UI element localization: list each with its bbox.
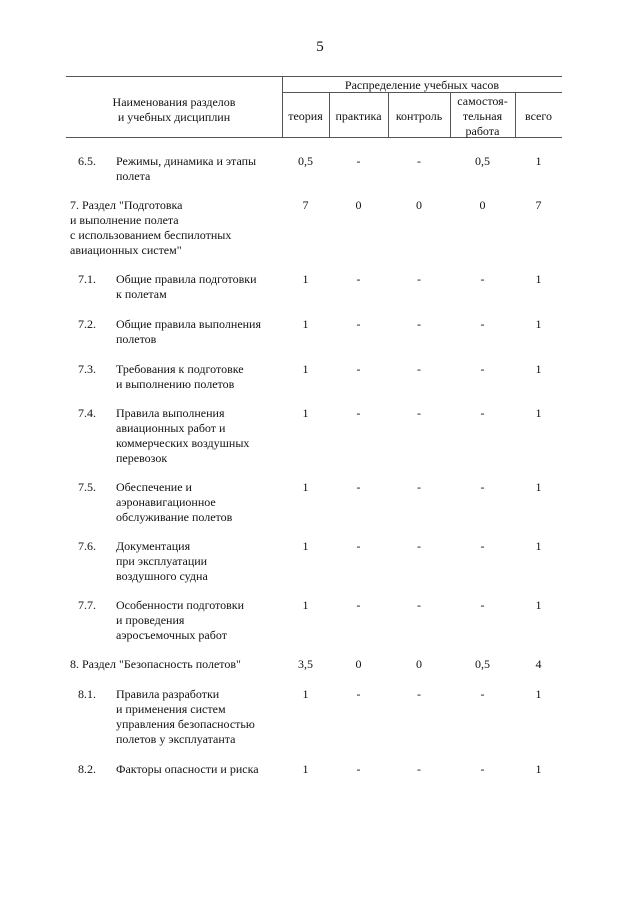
row-total: 1 — [535, 317, 542, 331]
row-number: 7.1. — [78, 272, 96, 286]
row-practice: - — [356, 154, 361, 168]
row-theory: 1 — [302, 687, 309, 701]
row-control: - — [417, 598, 421, 612]
table-top-border — [66, 76, 562, 77]
row-practice: - — [356, 362, 361, 376]
row-control: - — [417, 539, 421, 553]
column-header-total: всего — [524, 109, 553, 123]
row-practice: - — [356, 539, 361, 553]
row-name: Требования к подготовке и выполнению полетов — [116, 362, 244, 391]
row-number: 6.5. — [78, 154, 96, 168]
row-self-study: - — [480, 762, 485, 776]
row-total: 1 — [535, 539, 542, 553]
row-theory: 1 — [302, 598, 309, 612]
row-name: Общие правила подготовки к полетам — [116, 272, 257, 301]
row-practice: - — [356, 272, 361, 286]
row-practice: - — [356, 317, 361, 331]
row-control: - — [417, 154, 421, 168]
row-control: - — [417, 362, 421, 376]
column-header-control: контроль — [395, 109, 443, 123]
row-name: 8. Раздел "Безопасность полетов" — [70, 657, 241, 671]
row-self-study: - — [480, 598, 485, 612]
row-theory: 1 — [302, 317, 309, 331]
row-control: - — [417, 317, 421, 331]
row-self-study: 0 — [479, 198, 486, 212]
row-control: - — [417, 762, 421, 776]
row-theory: 1 — [302, 362, 309, 376]
row-total: 1 — [535, 480, 542, 494]
row-number: 7.5. — [78, 480, 96, 494]
row-self-study: - — [480, 480, 485, 494]
row-practice: 0 — [355, 657, 362, 671]
row-control: - — [417, 480, 421, 494]
row-number: 7.6. — [78, 539, 96, 553]
row-theory: 1 — [302, 539, 309, 553]
column-header-theory: теория — [288, 109, 323, 123]
row-number: 8.2. — [78, 762, 96, 776]
row-self-study: 0,5 — [475, 657, 490, 671]
row-theory: 1 — [302, 406, 309, 420]
row-name: Обеспечение и аэронавигационное обслуживание полетов — [116, 480, 233, 524]
row-practice: - — [356, 598, 361, 612]
column-header-self-study: самостоя- тельная работа — [457, 94, 508, 138]
row-self-study: 0,5 — [475, 154, 490, 168]
row-self-study: - — [480, 362, 485, 376]
column-header-practice: практика — [335, 109, 382, 123]
row-self-study: - — [480, 272, 485, 286]
row-number: 7.7. — [78, 598, 96, 612]
row-theory: 3,5 — [298, 657, 313, 671]
row-theory: 1 — [302, 272, 309, 286]
row-control: - — [417, 272, 421, 286]
row-control: - — [417, 406, 421, 420]
row-theory: 7 — [302, 198, 309, 212]
row-total: 1 — [535, 154, 542, 168]
row-name: Режимы, динамика и этапы полета — [116, 154, 257, 183]
row-control: - — [417, 687, 421, 701]
row-practice: - — [356, 406, 361, 420]
row-self-study: - — [480, 406, 485, 420]
row-total: 1 — [535, 272, 542, 286]
row-theory: 0,5 — [298, 154, 313, 168]
row-practice: - — [356, 762, 361, 776]
row-name: Факторы опасности и риска — [116, 762, 259, 776]
row-total: 1 — [535, 762, 542, 776]
row-theory: 1 — [302, 480, 309, 494]
row-number: 8.1. — [78, 687, 96, 701]
row-name: Общие правила выполнения полетов — [116, 317, 262, 346]
row-self-study: - — [480, 539, 485, 553]
names-column-header: Наименования разделов и учебных дисциплин — [112, 95, 236, 124]
row-practice: 0 — [355, 198, 362, 212]
row-number: 7.3. — [78, 362, 96, 376]
row-control: 0 — [416, 198, 422, 212]
row-self-study: - — [480, 317, 485, 331]
row-total: 7 — [535, 198, 542, 212]
row-total: 4 — [535, 657, 542, 671]
row-theory: 1 — [302, 762, 309, 776]
row-total: 1 — [535, 406, 542, 420]
distribution-header: Распределение учебных часов — [344, 78, 500, 92]
row-name: 7. Раздел "Подготовка и выполнение полета с использованием беспилотных авиационных систем" — [70, 198, 232, 257]
row-self-study: - — [480, 687, 485, 701]
row-number: 7.4. — [78, 406, 96, 420]
row-total: 1 — [535, 362, 542, 376]
row-name: Особенности подготовки и проведения аэросъемочных работ — [116, 598, 245, 642]
row-practice: - — [356, 687, 361, 701]
row-name: Правила выполнения авиационных работ и коммерческих воздушных перевозок — [116, 406, 250, 465]
row-practice: - — [356, 480, 361, 494]
page-number: 5 — [316, 39, 324, 55]
row-total: 1 — [535, 598, 542, 612]
row-total: 1 — [535, 687, 542, 701]
row-control: 0 — [416, 657, 422, 671]
row-name: Документация при эксплуатации воздушного судна — [116, 539, 208, 583]
row-name: Правила разработки и применения систем управления безопасностью полетов у эксплуатанта — [116, 687, 255, 746]
row-number: 7.2. — [78, 317, 96, 331]
